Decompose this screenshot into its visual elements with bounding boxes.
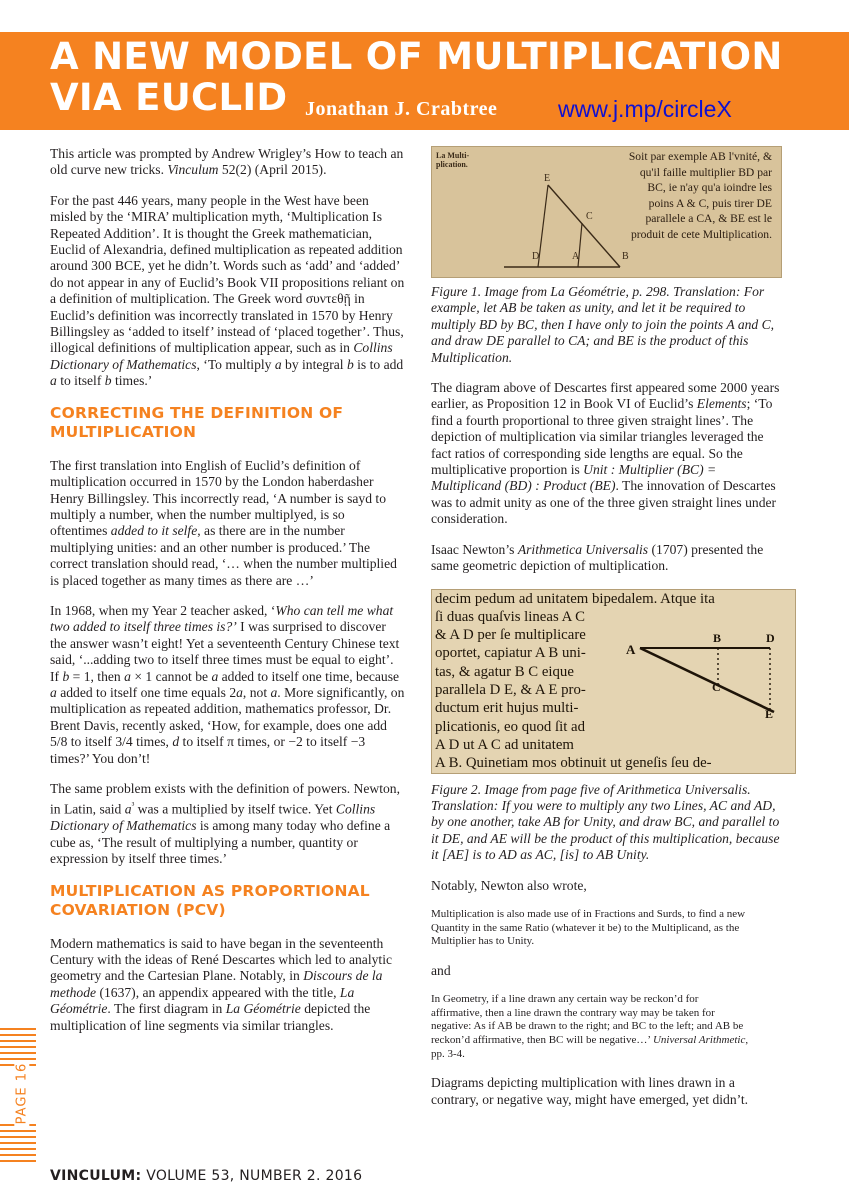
section-heading-correcting: CORRECTING THE DEFINITION OF MULTIPLICATION [50, 403, 344, 441]
text-run: The first translation into English of Euclid’s definition of multiplication occurred in 1570 by the London haberdasher Henry Billingsley. This incorrectly read, ‘A number is sayd to multiply a number, when the number multiplyed, is so oftentimes [50, 457, 386, 539]
point-label-a: A [572, 251, 580, 262]
text-run: Isaac Newton’s [431, 541, 518, 557]
text-run: , not [242, 684, 271, 700]
point-label-d: D [766, 630, 775, 645]
point-label-e: E [765, 706, 774, 721]
journal-footer [50, 1168, 362, 1184]
text-run: ; ‘To find a fourth proportional to three given straight lines’. The depiction of multiplication via similar triangles leveraged the fact ratios of corresponding side lengths are equal. So the multiplicative proportion is [431, 396, 773, 478]
stripe [0, 1052, 36, 1054]
book-title: La Géométrie [50, 984, 355, 1017]
text-run: The same problem exists with the definition of powers. Newton, in Latin, said [50, 781, 400, 817]
latin-line: A D ut A C ad unitatem [435, 736, 574, 753]
variable: a [124, 668, 131, 684]
latin-line: ductum erit hujus multi- [435, 700, 579, 717]
figure-2-image [431, 589, 796, 774]
variable: a [270, 684, 278, 700]
stripe [0, 1142, 36, 1144]
book-title: Collins Dictionary of Mathematics [50, 801, 376, 834]
book-title: La Géométrie [225, 1001, 301, 1017]
intro-paragraph [50, 146, 405, 179]
point-label-b: B [713, 630, 722, 645]
diagram-line-be [548, 185, 620, 267]
latin-line: oportet, capiatur A B uni- [435, 645, 586, 662]
author-url-link[interactable]: www.j.mp/circleX [558, 96, 732, 122]
text-run: For the past 446 years, many people in the West have been misled by the ‘MIRA’ multiplication myth, ‘Multiplication Is Repeated Addition’. It is thought the Greek mathematician, Euclid of Alexandria, defined multiplication as repeated addition around 300 BCE, yet he didn’t. Words such as ‘add’ and ‘added’ do not appear in any of Euclid’s Book VII propositions reliant on a definition of multiplication. The Greek word συντεθῇ in Euclid’s definition was incorrectly translated in 1570 by Henry Billingsley as ‘added to itself’ instead of ‘placed together’. Thus, illogical definitions of multiplication appear, such as in [50, 192, 405, 356]
text-run: (1707) presented the same geometric depiction of multiplication. [431, 541, 764, 574]
left-column [50, 146, 405, 1048]
text-run: Modern mathematics is said to have began in the seventeenth Century with the ideas of René Descartes which led to analytic geometry and the Cartesian Plane. Notably, in [50, 935, 393, 984]
variable: a [124, 801, 132, 817]
book-title: Collins Dictionary of Mathematics [50, 340, 393, 372]
emphasis: Who can tell me what two added to itself three times is?’ [50, 602, 394, 635]
text-run: In 1968, when my Year 2 teacher asked, ‘ [50, 602, 276, 618]
latin-line: & A D per ſe multiplicare [435, 627, 586, 644]
text-run: was a multiplied by itself twice. Yet [134, 801, 336, 817]
stripe [0, 1136, 36, 1138]
stripe [0, 1148, 36, 1150]
diagram-line-de [538, 185, 548, 267]
and-connector: and [431, 962, 451, 978]
text-run: , as there are in the number multiplying unities: and an other number is produced.’ The correct translation should read, ‘… when the number multiplied is placed together as many times as there are …’ [50, 523, 397, 588]
journal-name: Vinculum [167, 162, 219, 178]
text-run: depicted the multiplication of line segments via similar triangles. [50, 1001, 371, 1033]
text-run: to itself π times, or −2 to itself −3 times?’ You don’t! [50, 734, 366, 766]
page-number [3, 1062, 35, 1125]
stripe [0, 1034, 36, 1036]
author-name: Jonathan J. Crabtree [305, 98, 498, 120]
stripe [0, 1130, 36, 1132]
point-label-b: B [622, 251, 629, 262]
point-label-e: E [544, 173, 551, 184]
closing-paragraph: Diagrams depicting multiplication with lines drawn in a contrary, or negative way, might have emerged, yet didn’t. [431, 1075, 749, 1107]
descartes-paragraph [50, 936, 405, 1034]
latin-line: tas, & agatur B C eique [435, 663, 574, 680]
latin-line: A B. Quinetiam mos obtinuit ut geneſis ſeu de- [435, 755, 712, 772]
figure-1-french-text: Soit par exemple AB l'vnité, & qu'il faille multiplier BD par BC, ie n'ay qu'a ioindre les poins A & C, puis tirer DE parallele a CA, & BE est le produit de cete Multiplication. [628, 150, 772, 241]
mira-paragraph [50, 193, 405, 390]
title-line-1: A NEW MODEL OF MULTIPLICATION [50, 35, 783, 78]
newton-quote-2 [431, 993, 751, 1061]
variable: a [50, 684, 57, 700]
latin-line: plicationis, eo quod ſit ad [435, 718, 585, 735]
emphasis: added to it selfe [110, 523, 198, 539]
book-title: Arithmetica Universalis [517, 541, 649, 557]
stripe [0, 1040, 36, 1042]
variable: a [236, 684, 243, 700]
text-run: . More significantly, on multiplication as repeated addition, mathematics professor, Dr. Brent Davis, recently asked, ‘How, for example, does one add 5/8 to itself 3/4 times, [50, 684, 405, 750]
billingsley-paragraph [50, 458, 405, 589]
top-margin [0, 0, 849, 32]
stripe [0, 1160, 36, 1162]
text-run: This article was prompted by Andrew Wrigley’s How to teach an old curve new tricks. [50, 146, 404, 178]
text-run: . The first diagram in [107, 1001, 226, 1017]
stripe [0, 1154, 36, 1156]
title-banner [0, 32, 849, 130]
euclid-proposition-paragraph [431, 380, 786, 528]
figure-1-caption: Figure 1. Image from La Géométrie, p. 298. Translation: For example, let AB be taken as unity, and let it be required to multiply BD by BC, then I have only to join the points A and C, and draw DE parallel to CA; and BE is the product of this Multiplication. [431, 284, 775, 365]
journal-title: VINCULUM: [50, 1168, 142, 1184]
text-run: (1637), an appendix appeared with the title, [96, 984, 340, 1000]
text-run: added to itself one time equals 2 [56, 684, 237, 700]
variable: a [274, 356, 282, 372]
year2-paragraph [50, 603, 405, 767]
point-label-c: C [586, 211, 593, 222]
text-run: added to itself one time, because [218, 668, 400, 684]
text-run: . The innovation of Descartes was to admit unity as one of the three given straight lines under consideration. [431, 478, 777, 527]
latin-line: decim pedum ad unitatem bipedalem. Atque ita [435, 590, 715, 607]
book-title: Discours de la methode [50, 968, 383, 1000]
text-run: In Geometry, if a line drawn any certain way be reckon’d for affirmative, then a line drawn the contrary way may be taken for negative: As if AB be drawn to the right; and BC to the left; and AB be reckon’d affirmative, then BC will be negative…’ [431, 993, 744, 1046]
text-run: to itself [56, 373, 105, 389]
text-run: I was surprised to discover the answer wasn’t eight! Yet a seventeenth Century Chinese text said, ‘...adding two to itself three times must be equal to eight’. If [50, 619, 400, 684]
figure-1-image [431, 146, 782, 278]
point-label-d: D [532, 251, 540, 262]
text-run: , pp. 3-4. [431, 1033, 749, 1060]
exponent: ³ [131, 800, 135, 811]
text-run: by integral [281, 356, 347, 372]
stripe [0, 1046, 36, 1048]
powers-paragraph [50, 781, 405, 868]
newton-paragraph [431, 542, 786, 575]
text-run: is to add [353, 356, 404, 372]
variable: a [211, 668, 219, 684]
page-number-text: PAGE 16 [14, 1062, 30, 1125]
stripe [0, 1028, 36, 1030]
text-run: , ‘To multiply [196, 356, 275, 372]
variable: b [62, 668, 70, 684]
point-label-a: A [626, 641, 636, 657]
figure-1-margin-label: La Multi- plication. [436, 151, 470, 169]
variable: a [50, 373, 57, 389]
latin-line: ſi duas quaſvis lineas A C [435, 608, 586, 625]
figure-2-latin-text [435, 590, 795, 773]
newton-quote-1: Multiplication is also made use of in Fractions and Surds, to find a new Quantity in the same Ratio (whatever it be) to the Multiplicand, as the Multiplier has to Unity. [431, 907, 746, 948]
title-line-2: VIA EUCLID [50, 76, 288, 119]
variable: b [346, 356, 354, 372]
issue-info: VOLUME 53, NUMBER 2. 2016 [141, 1168, 363, 1184]
variable: b [104, 373, 112, 389]
book-title: Universal Arithmetic [652, 1033, 746, 1046]
book-title: Elements [696, 396, 747, 412]
text-run: times.’ [111, 373, 153, 389]
text-run: The diagram above of Descartes first appeared some 2000 years earlier, as Proposition 12 in Book VI of Euclid’s [431, 380, 780, 412]
point-label-c: C [712, 679, 721, 694]
text-run: = 1, then [69, 668, 125, 684]
right-column [431, 146, 786, 1122]
proportion: Unit : Multiplier (BC) = Multiplicand (BD) : Product (BE) [431, 462, 717, 494]
text-run: is among many today who define a cube as, ‘The result of multiplying a number, quantity or expression by itself three times.’ [50, 818, 391, 867]
newton-also-wrote: Notably, Newton also wrote, [431, 877, 587, 893]
latin-line: parallela D E, & A E pro- [435, 681, 586, 698]
text-run: 52(2) (April 2015). [218, 162, 327, 178]
figure-2-caption: Figure 2. Image from page five of Arithmetica Universalis. Translation: If you were to multiply any two Lines, AC and AD, by one another, take AB for Unity, and draw BC, and parallel to it DE, and AE will be the product of this multiplication, because it [AE] is to AD as AC, [is] to AB Unity. [431, 781, 780, 863]
text-run: × 1 cannot be [130, 668, 212, 684]
section-heading-pcv: MULTIPLICATION AS PROPORTIONAL COVARIATION (PCV) [50, 881, 370, 919]
variable: d [172, 734, 180, 750]
